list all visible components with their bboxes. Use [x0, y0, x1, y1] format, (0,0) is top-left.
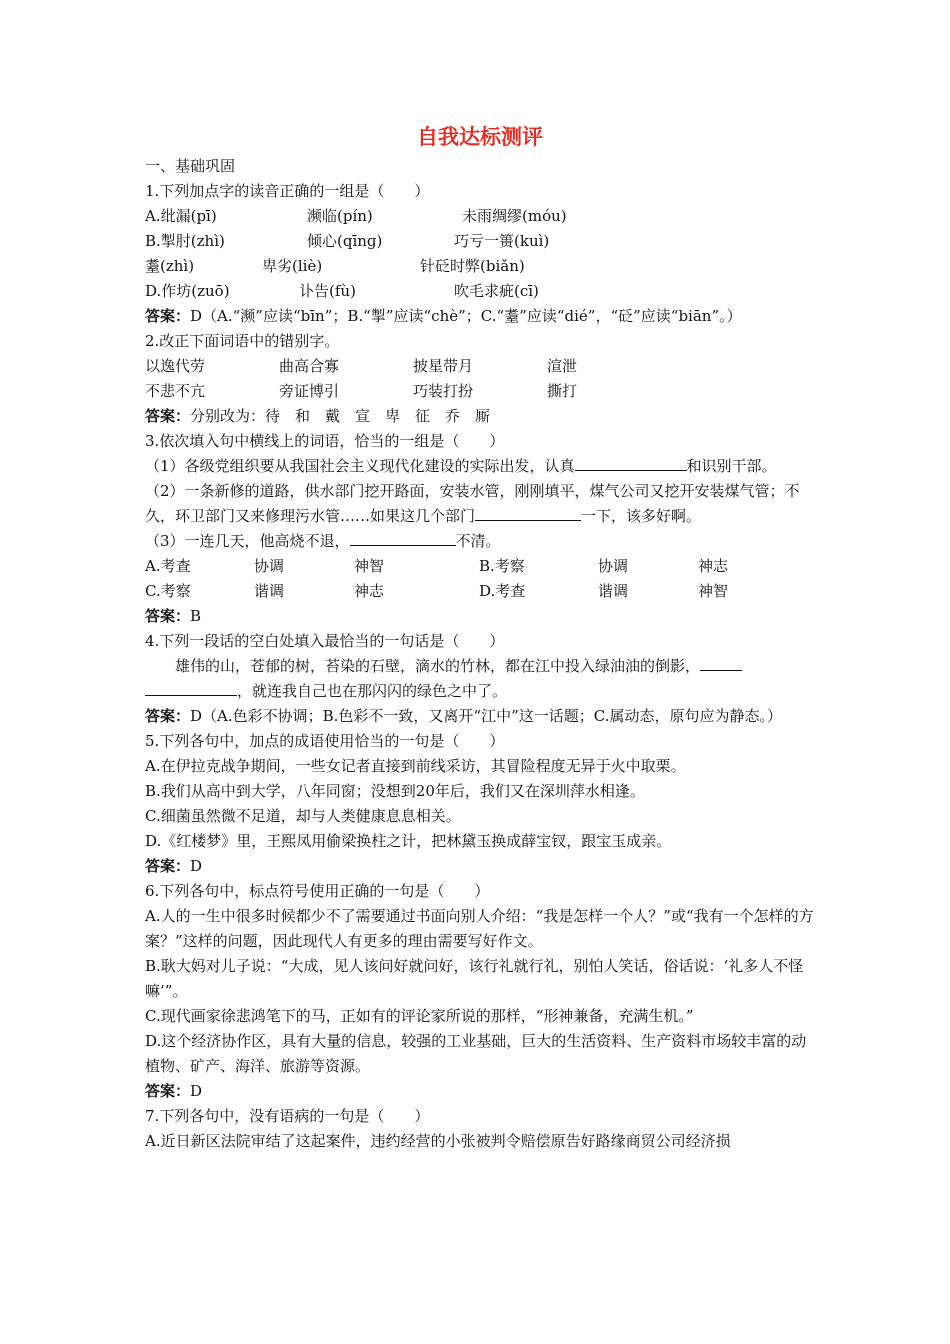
fill-blank	[350, 529, 456, 546]
question-3-answer	[145, 604, 815, 629]
question-1-option-a	[145, 204, 815, 229]
answer-text: D（A.“濒”应读“bīn”；B.“掣”应读“chè”；C.“耋”应读“dié”，“砭”应读“biān”。）	[190, 307, 742, 325]
question-5-option-d: D.《红楼梦》里，王熙凤用偷梁换柱之计，把林黛玉换成薛宝钗，跟宝玉成亲。	[145, 832, 672, 850]
option-term: 谐调	[598, 582, 629, 600]
option-term: 协调	[598, 557, 629, 575]
answer-text: 分别改为：待 和 戴 宣 卑 征 乔 厮	[190, 407, 491, 425]
question-6-answer	[145, 1079, 815, 1104]
word-item: 以逸代劳	[145, 357, 206, 375]
question-5-option-b: B.我们从高中到大学，八年同窗；没想到20年后，我们又在深圳萍水相逢。	[145, 782, 645, 800]
option-term: 巧亏一篑(kuì)	[454, 232, 550, 250]
word-item: 巧装打扮	[413, 382, 474, 400]
question-7-option-a: A.近日新区法院审结了这起案件，违约经营的小张被判令赔偿原告好路缘商贸公司经济损	[145, 1132, 731, 1150]
sentence-text: （2）一条新修的道路，供水部门挖开路面，安装水管，刚刚填平，煤气公司又挖开安装煤气管；不久，环卫部门又来修理污水管……如果这几个部门	[145, 482, 800, 525]
answer-text: B	[190, 607, 202, 625]
question-4-answer	[145, 704, 815, 729]
fill-blank	[700, 654, 742, 671]
option-term: 卑劣(liè)	[262, 257, 323, 275]
sentence-text: （1）各级党组织要从我国社会主义现代化建设的实际出发，认真	[145, 457, 575, 475]
option-term: A.纰漏(pī)	[145, 207, 217, 225]
question-6-option-d: D.这个经济协作区，具有大量的信息，较强的工业基础，巨大的生活资料、生产资料市场较丰富的动植物、矿产、海洋、旅游等资源。	[145, 1032, 807, 1075]
option-term: D.考查	[479, 582, 526, 600]
option-term: 神智	[698, 582, 729, 600]
option-term: 吹毛求疵(cī)	[454, 282, 539, 300]
option-term: 神智	[354, 557, 385, 575]
option-term: B.掣肘(zhì)	[145, 232, 225, 250]
question-3-options-ab	[145, 554, 815, 579]
option-term: 神志	[354, 582, 385, 600]
question-4-passage-line-1	[145, 654, 815, 679]
passage-text: ，就连我自己也在那闪闪的绿色之中了。	[237, 682, 508, 700]
question-1-stem: 1.下列加点字的读音正确的一组是（ ）	[145, 182, 430, 200]
passage-text: 雄伟的山，苍郁的树，苔染的石壁，滴水的竹林，都在江中投入绿油油的倒影，	[175, 657, 701, 675]
answer-text: D	[190, 857, 203, 875]
question-6-stem: 6.下列各句中，标点符号使用正确的一句是（ ）	[145, 882, 490, 900]
word-item: 渲泄	[547, 357, 578, 375]
question-3-sentence-1	[145, 454, 815, 479]
question-2-stem: 2.改正下面词语中的错别字。	[145, 332, 340, 350]
answer-label: 答案：	[145, 607, 191, 625]
sentence-text: 一下，该多好啊。	[581, 507, 702, 525]
sentence-text: 和识别干部。	[686, 457, 777, 475]
question-1-option-c	[145, 254, 815, 279]
sentence-text: （3）一连几天，他高烧不退，	[145, 532, 350, 550]
word-item: 披星带月	[413, 357, 474, 375]
option-term: 神志	[698, 557, 729, 575]
question-2-row-2	[145, 379, 815, 404]
word-item: 曲高合寡	[279, 357, 340, 375]
option-term: 未雨绸缪(móu)	[462, 207, 567, 225]
option-term: 协调	[254, 557, 285, 575]
fill-blank	[475, 504, 581, 521]
option-term: D.作坊(zuō)	[145, 282, 230, 300]
question-5-option-c: C.细菌虽然微不足道，却与人类健康息息相关。	[145, 807, 461, 825]
word-item: 不悲不亢	[145, 382, 206, 400]
question-2-row-1	[145, 354, 815, 379]
question-3-sentence-3	[145, 529, 815, 554]
question-5-answer	[145, 854, 815, 879]
question-4-passage-line-2	[145, 679, 815, 704]
sentence-text: 不清。	[455, 532, 501, 550]
document-page	[145, 120, 815, 1154]
answer-label: 答案：	[145, 307, 191, 325]
option-term: 谐调	[254, 582, 285, 600]
fill-blank	[145, 679, 237, 696]
question-3-sentence-2	[145, 479, 815, 529]
option-term: 耋(zhì)	[145, 257, 195, 275]
question-4-stem: 4.下列一段话的空白处填入最恰当的一句话是（ ）	[145, 632, 505, 650]
fill-blank	[575, 454, 687, 471]
question-1-answer	[145, 304, 815, 329]
word-item: 旁证博引	[279, 382, 340, 400]
answer-label: 答案：	[145, 407, 191, 425]
question-1-option-d	[145, 279, 815, 304]
question-5-option-a: A.在伊拉克战争期间，一些女记者直接到前线采访，其冒险程度无异于火中取栗。	[145, 757, 686, 775]
answer-label: 答案：	[145, 857, 191, 875]
question-6-option-a: A.人的一生中很多时候都少不了需要通过书面向别人介绍：“我是怎样一个人？”或“我有一个怎样的方案？”这样的问题，因此现代人有更多的理由需要写好作文。	[145, 907, 814, 950]
section-heading: 一、基础巩固	[145, 157, 236, 175]
option-term: A.考查	[145, 557, 191, 575]
question-6-option-c: C.现代画家徐悲鸿笔下的马，正如有的评论家所说的那样，“形神兼备，充满生机。”	[145, 1007, 694, 1025]
option-term: 濒临(pín)	[307, 207, 373, 225]
option-term: B.考察	[479, 557, 525, 575]
option-term: 针砭时弊(biǎn)	[420, 257, 525, 275]
answer-text: D	[190, 1082, 203, 1100]
question-3-stem: 3.依次填入句中横线上的词语，恰当的一组是（ ）	[145, 432, 505, 450]
answer-text: D（A.色彩不协调；B.色彩不一致，又离开“江中”这一话题；C.属动态，原句应为静态。）	[190, 707, 782, 725]
question-1-option-b	[145, 229, 815, 254]
option-term: 倾心(qīnɡ)	[307, 232, 383, 250]
question-2-answer	[145, 404, 815, 429]
word-item: 撕打	[547, 382, 578, 400]
answer-label: 答案：	[145, 1082, 191, 1100]
question-6-option-b: B.耿大妈对儿子说：“大成，见人该问好就问好，该行礼就行礼，别怕人笑话，俗话说：‘礼多人不怪嘛’”。	[145, 957, 804, 1000]
document-title: 自我达标测评	[417, 125, 543, 149]
question-5-stem: 5.下列各句中，加点的成语使用恰当的一句是（ ）	[145, 732, 505, 750]
option-term: 讣告(fù)	[299, 282, 356, 300]
question-3-options-cd	[145, 579, 815, 604]
answer-label: 答案：	[145, 707, 191, 725]
option-term: C.考察	[145, 582, 191, 600]
question-7-stem: 7.下列各句中，没有语病的一句是（ ）	[145, 1107, 430, 1125]
